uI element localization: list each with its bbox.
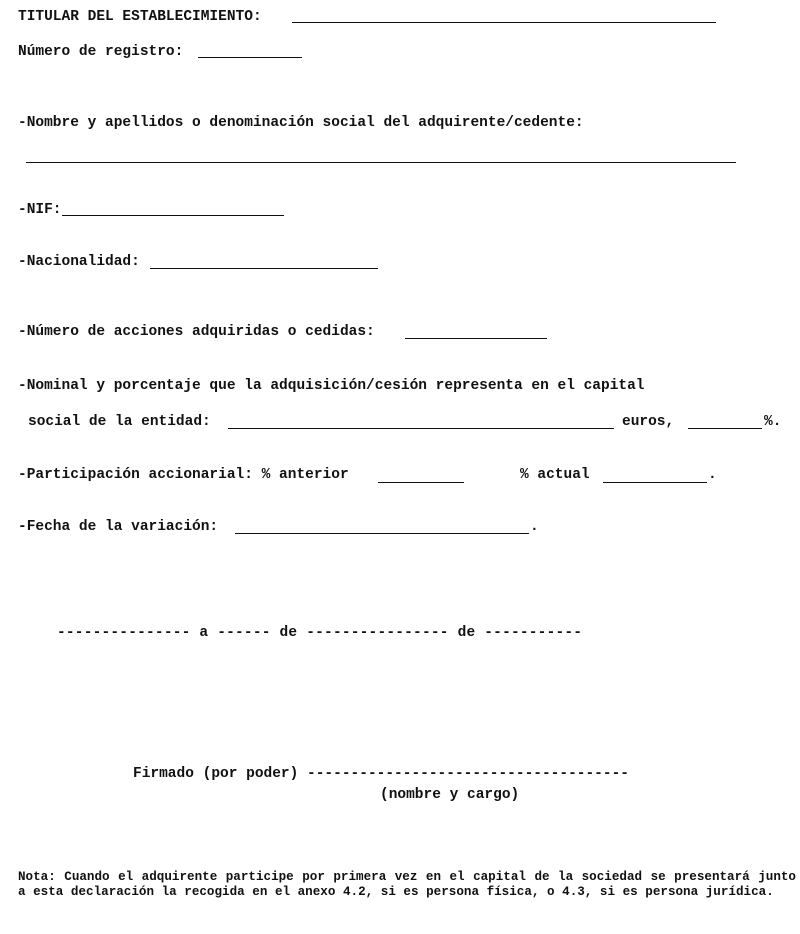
nacionalidad-label: -Nacionalidad: [18, 254, 140, 270]
footnote: Nota: Cuando el adquirente participe por primera vez en el capital de la sociedad se presentará junto a esta declaración la recogida en el anexo 4.2, si es persona física, o 4.3, si es persona jurídica. [18, 870, 796, 899]
nominal-blank-line[interactable] [228, 428, 614, 429]
actual-blank-line[interactable] [603, 482, 707, 483]
nif-label: -NIF: [18, 202, 62, 218]
fecha-period: . [530, 519, 539, 535]
acciones-label: -Número de acciones adquiridas o cedidas: [18, 324, 375, 340]
fecha-blank-line[interactable] [235, 533, 529, 534]
date-place-line[interactable]: --------------- a ------ de ---------------- de ----------- [57, 625, 583, 641]
registro-blank-line[interactable] [198, 57, 302, 58]
acciones-blank-line[interactable] [405, 338, 547, 339]
anterior-blank-line[interactable] [378, 482, 464, 483]
percent-blank-line[interactable] [688, 428, 762, 429]
fecha-label: -Fecha de la variación: [18, 519, 219, 535]
actual-label: % actual [520, 467, 590, 483]
percent-label: %. [764, 414, 782, 430]
nacionalidad-blank-line[interactable] [150, 268, 378, 269]
nombre-label: -Nombre y apellidos o denominación social del adquirente/cedente: [18, 115, 584, 131]
nif-blank-line[interactable] [62, 215, 284, 216]
titular-blank-line[interactable] [292, 22, 716, 23]
registro-label: Número de registro: [18, 44, 184, 60]
nombre-blank-line[interactable] [26, 162, 736, 163]
signature-label[interactable]: Firmado (por poder) ------------------------------------- [133, 766, 629, 782]
nominal-label-line2: social de la entidad: [28, 414, 211, 430]
nominal-label-line1: -Nominal y porcentaje que la adquisición/cesión representa en el capital [18, 378, 645, 394]
euros-label: euros, [622, 414, 675, 430]
participacion-label: -Participación accionarial: % anterior [18, 467, 349, 483]
titular-label: TITULAR DEL ESTABLECIMIENTO: [18, 9, 262, 25]
actual-period: . [708, 467, 717, 483]
signature-subtitle: (nombre y cargo) [380, 787, 520, 803]
